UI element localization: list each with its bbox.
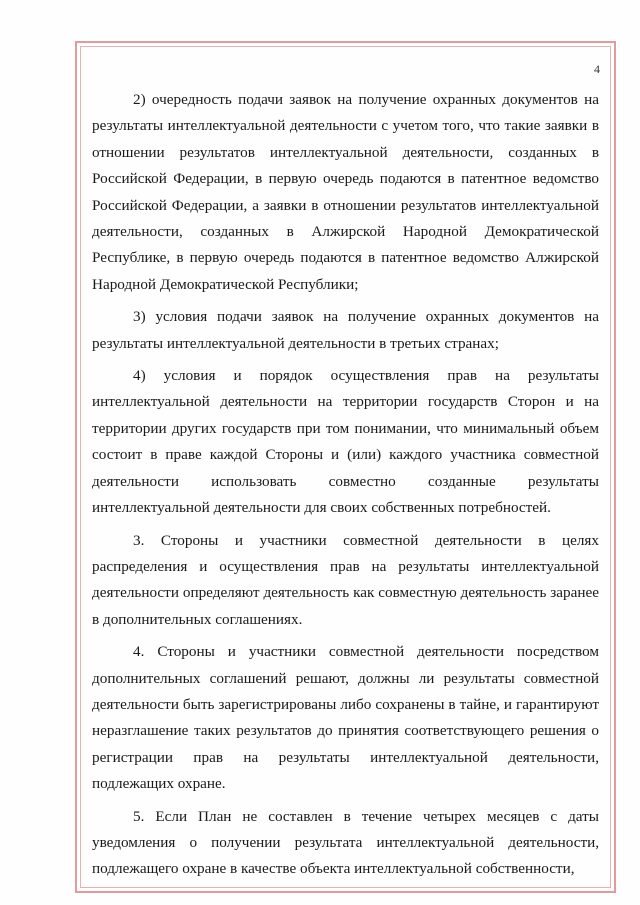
paragraph-clause-3: 3. Стороны и участники совместной деятельности в целях распределения и осуществления прав на результаты интеллектуальной деятельности определяют деятельность как совместную деятельность заранее в дополнительных соглашениях. xyxy=(92,531,599,628)
paragraph-item-4: 4) условия и порядок осуществления прав на результаты интеллектуальной деятельности на территории государств Сторон и на территории других государств при том понимании, что минимальный объем состоит в праве каждой Стороны и (или) каждого участника совместной деятельности использовать совместно созданные результаты интеллектуальной деятельности для своих собственных потребностей. xyxy=(92,367,599,517)
body-text xyxy=(92,87,599,883)
paragraph-item-3: 3) условия подачи заявок на получение охранных документов на результаты интеллектуальной деятельности в третьих странах; xyxy=(92,308,599,352)
paragraph-clause-5: 5. Если План не составлен в течение четырех месяцев с даты уведомления о получении результата интеллектуальной деятельности, подлежащего охране в качестве объекта интеллектуальной собственности, xyxy=(92,807,599,878)
page-number: 4 xyxy=(594,62,600,76)
paragraph-clause-4: 4. Стороны и участники совместной деятельности посредством дополнительных соглашений решают, должны ли результаты совместной деятельности быть зарегистрированы либо сохранены в тайне, и гарантируют неразглашение таких результатов до принятия соответствующего решения о регистрации прав на результаты интеллектуальной деятельности, подлежащих охране. xyxy=(92,643,599,793)
paragraph-item-2: 2) очередность подачи заявок на получение охранных документов на результаты интеллектуальной деятельности с учетом того, что такие заявки в отношении результатов интеллектуальной деятельности, созданных в Российской Федерации, в первую очередь подаются в патентное ведомство Российской Федерации, а заявки в отношении результатов интеллектуальной деятельности, созданных в Алжирской Народной Демократической Республике, в первую очередь подаются в патентное ведомство Алжирской Народной Демократической Республики; xyxy=(92,91,599,293)
